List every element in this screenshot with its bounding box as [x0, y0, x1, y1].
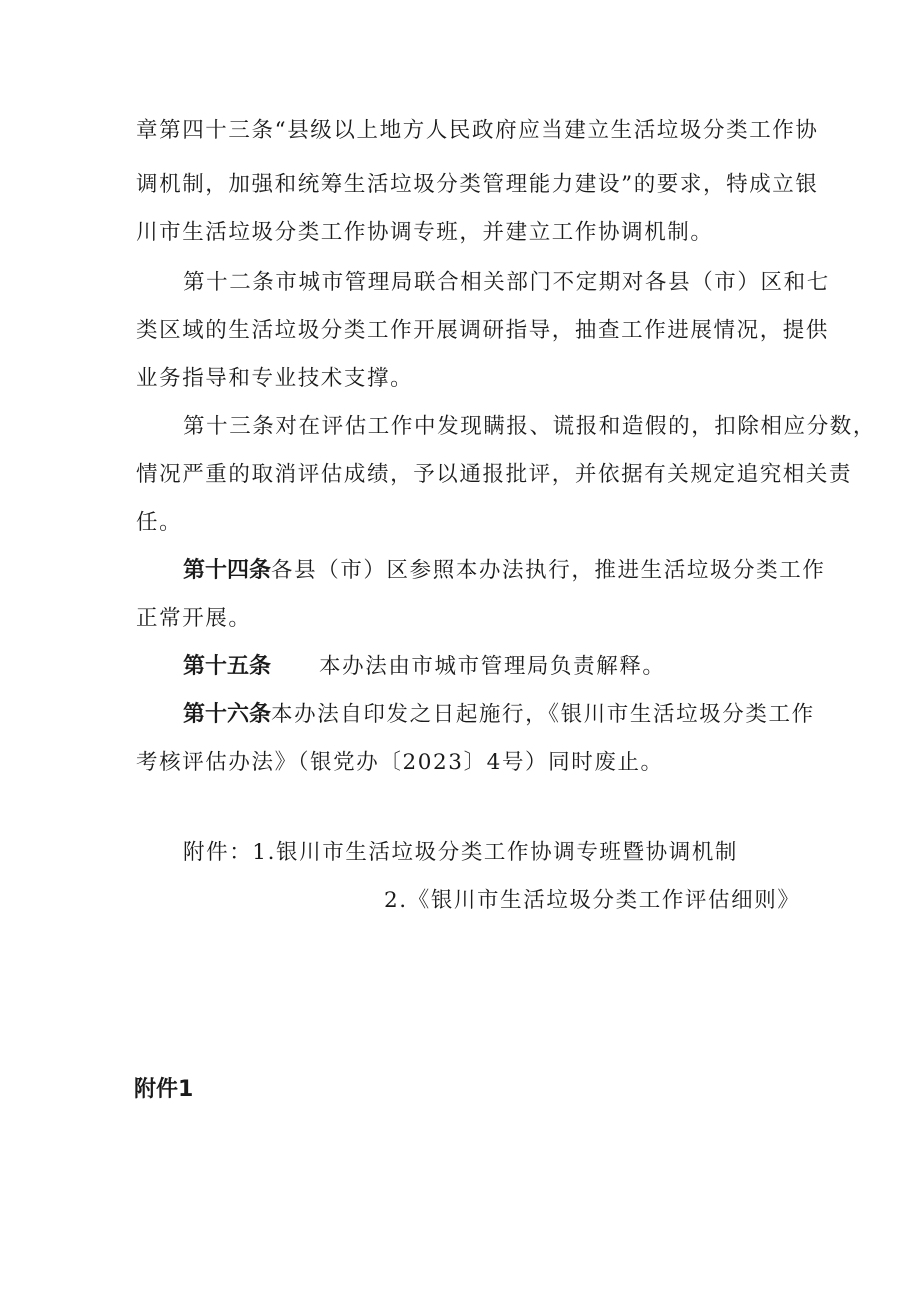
article-13-line-3: 任。 — [136, 510, 183, 535]
article-16-text: 本办法自印发之日起施行，《银川市生活垃圾分类工作 — [271, 702, 815, 727]
article-11-line-2: 调机制，加强和统筹生活垃圾分类管理能力建设”的要求，特成立银 — [136, 172, 819, 197]
article-14-line-1 — [183, 556, 825, 586]
article-11-line-1: 章第四十三条“县级以上地方人民政府应当建立生活垃圾分类工作协 — [136, 118, 819, 143]
article-16-label: 第十六条 — [183, 702, 272, 727]
article-12-line-1: 第十二条市城市管理局联合相关部门不定期对各县（市）区和七 — [183, 270, 830, 295]
article-11-line-3: 川市生活垃圾分类工作协调专班，并建立工作协调机制。 — [136, 220, 714, 245]
article-12-line-3: 业务指导和专业技术支撑。 — [136, 366, 414, 391]
article-15-text: 本办法由市城市管理局负责解释。 — [319, 654, 666, 679]
attachments-line-2: 2.《银川市生活垃圾分类工作评估细则》 — [384, 888, 801, 913]
article-13-line-1: 第十三条对在评估工作中发现瞒报、谎报和造假的，扣除相应分数， — [183, 414, 877, 439]
article-12-line-2: 类区域的生活垃圾分类工作开展调研指导，抽查工作进展情况，提供 — [136, 318, 830, 343]
article-15-line-1 — [183, 652, 666, 682]
article-14-line-2: 正常开展。 — [136, 606, 252, 631]
article-16-line-2: 考核评估办法》（银党办〔2023〕4号）同时废止。 — [136, 750, 664, 775]
article-16-line-1 — [183, 700, 815, 730]
attachments-line-1: 附件：1.银川市生活垃圾分类工作协调专班暨协调机制 — [183, 840, 739, 865]
article-14-text: 各县（市）区参照本办法执行，推进生活垃圾分类工作 — [271, 558, 826, 583]
appendix-heading: 附件1 — [134, 1077, 194, 1102]
article-14-label: 第十四条 — [183, 558, 272, 583]
article-15-label: 第十五条 — [183, 654, 272, 679]
article-13-line-2: 情况严重的取消评估成绩，予以通报批评，并依据有关规定追究相关责 — [136, 462, 853, 487]
